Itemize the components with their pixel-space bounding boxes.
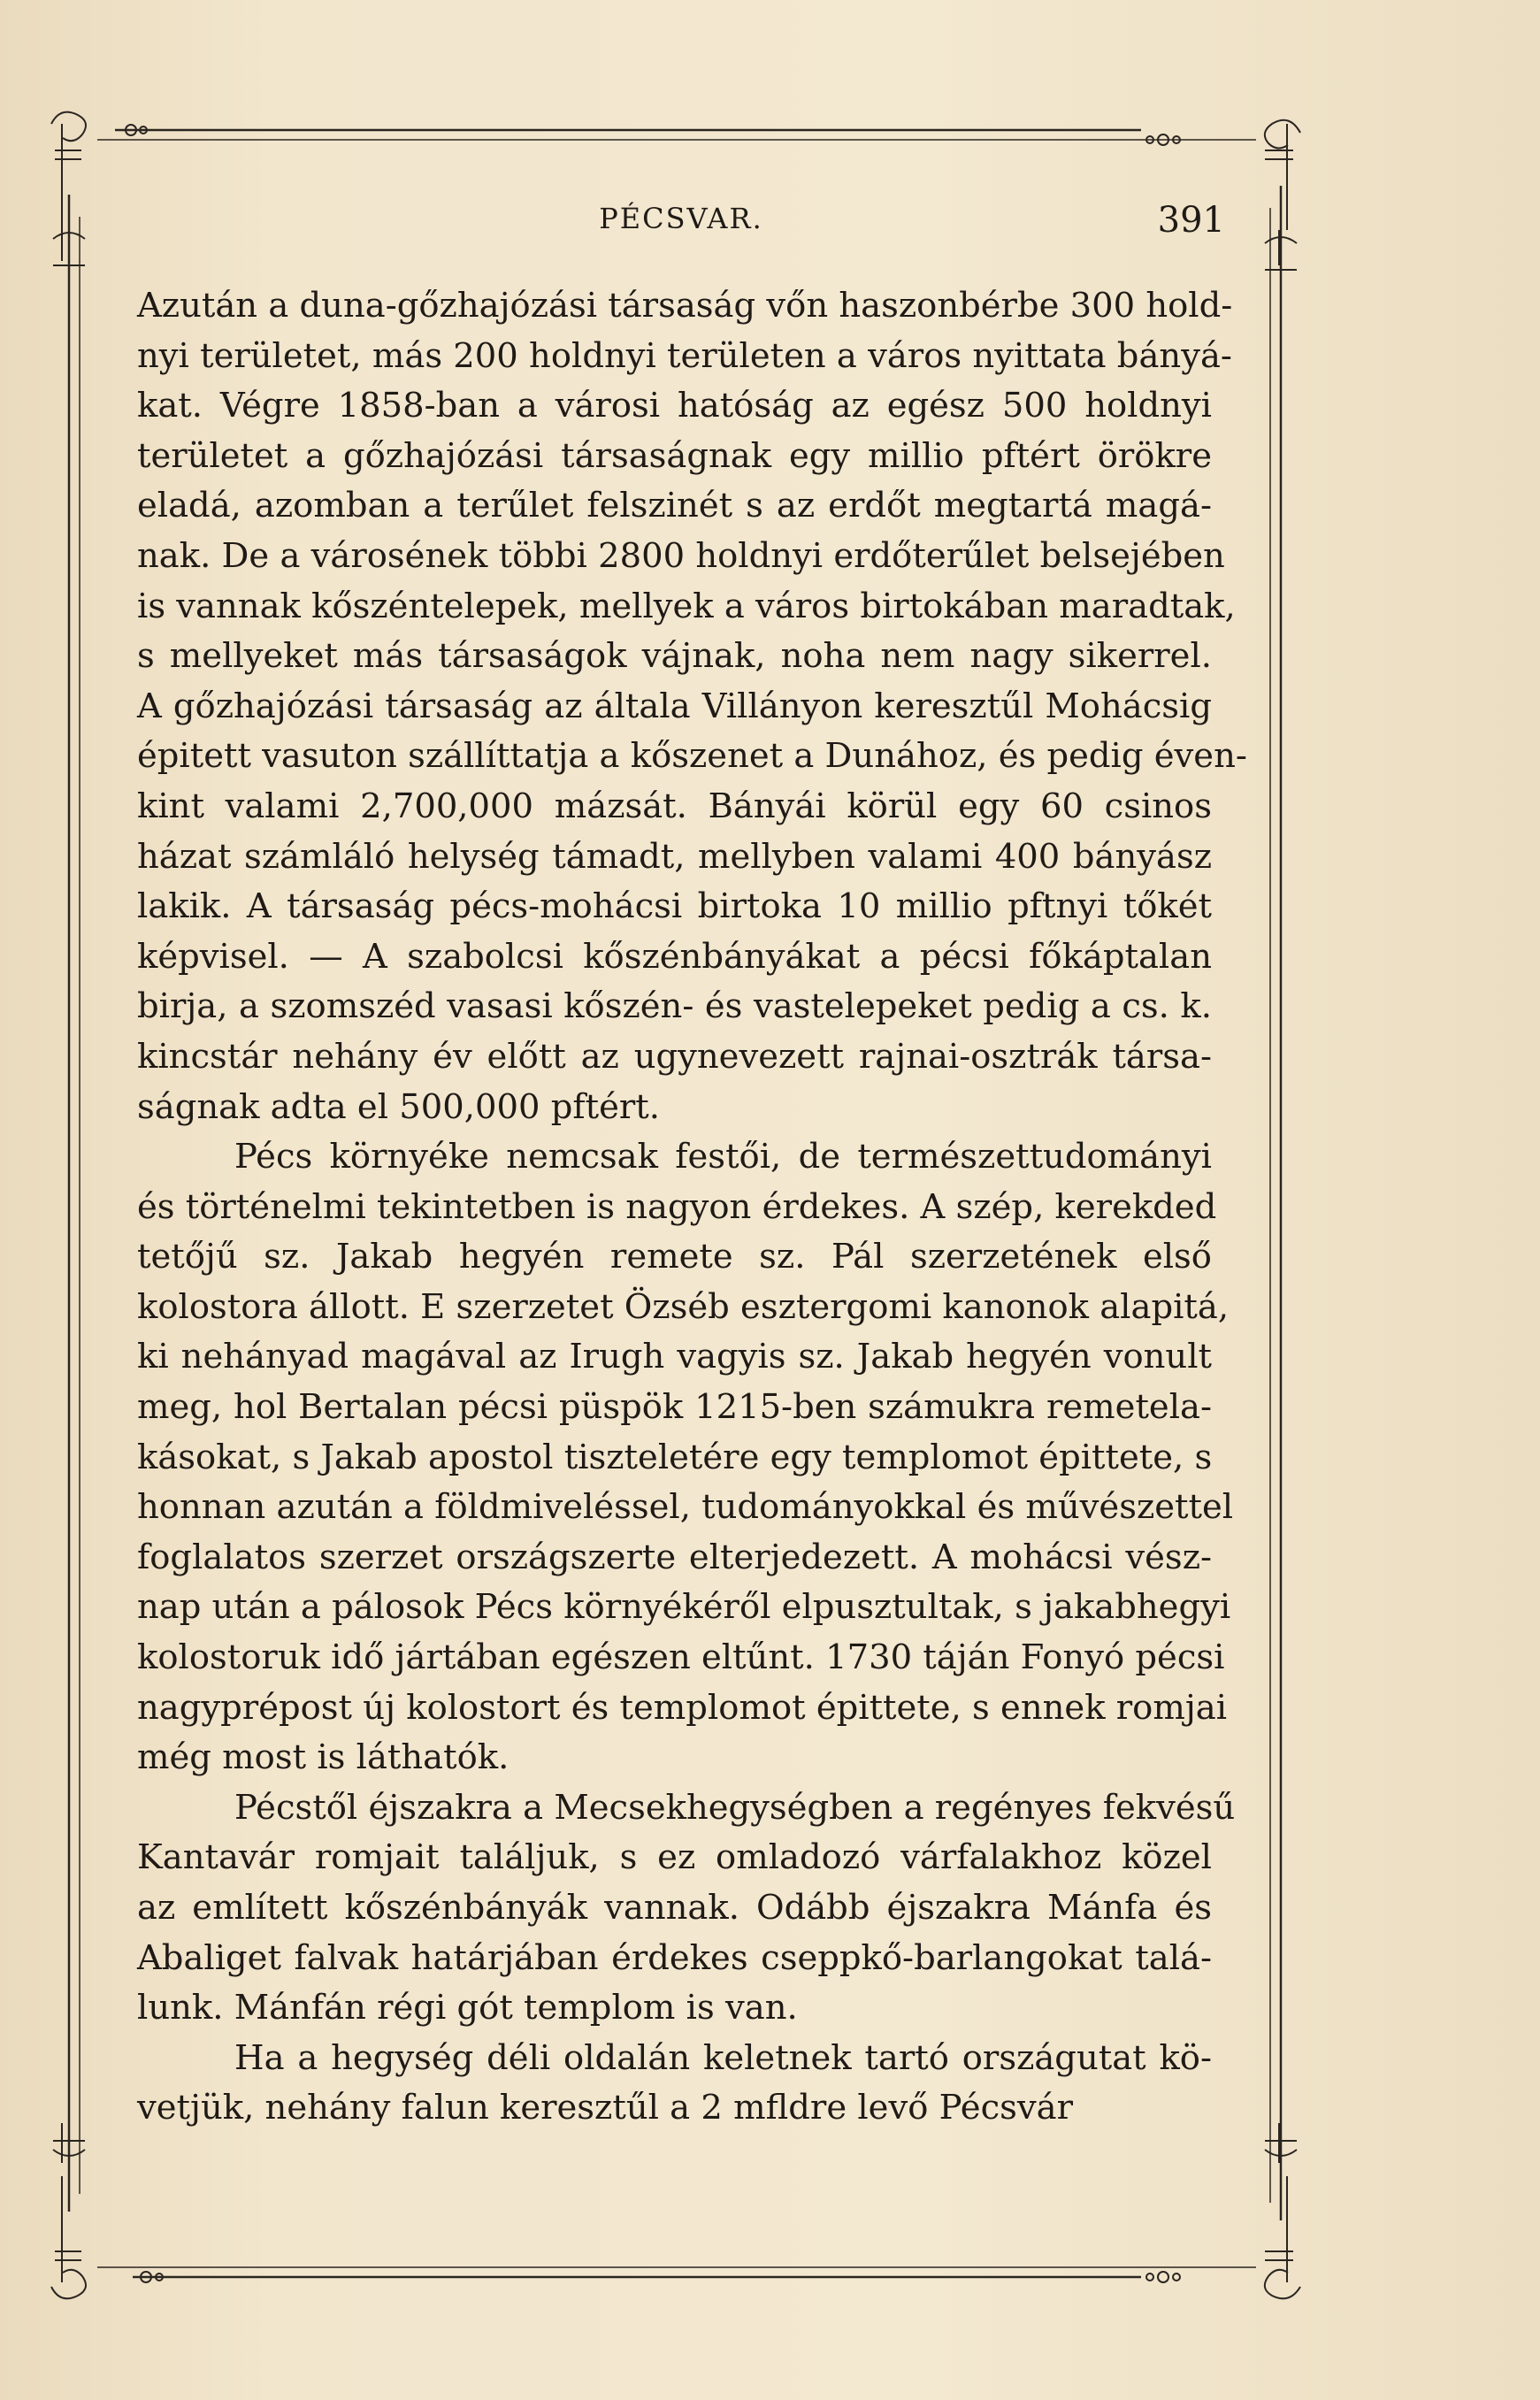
- text-line: s mellyeket más társaságok vájnak, noha nem nagy sikerrel.: [137, 636, 1212, 677]
- text-line: még most is láthatók.: [137, 1737, 510, 1778]
- text-line: honnan azután a földmiveléssel, tudományokkal és művészettel: [137, 1487, 1234, 1528]
- text-line: Pécstől éjszakra a Mecsekhegységben a regényes fekvésű: [234, 1787, 1236, 1828]
- text-line: házat számláló helység támadt, mellyben valami 400 bányász: [137, 836, 1212, 877]
- running-title: PÉCSVAR.: [599, 202, 763, 235]
- corner-ornament-top-left: [51, 112, 147, 265]
- text-line: Kantavár romjait találjuk, s ez omladozó várfalakhoz közel: [137, 1837, 1212, 1878]
- text-line: épitett vasuton szállíttatja a kőszenet a Dunához, és pedig éven-: [137, 736, 1247, 777]
- text-line: foglalatos szerzet országszerte elterjedezett. A mohácsi vész-: [137, 1537, 1212, 1577]
- text-line: kolostoruk idő jártában egészen eltűnt. 1730 táján Fonyó pécsi: [137, 1637, 1225, 1678]
- text-line: az említett kőszénbányák vannak. Odább éjszakra Mánfa és: [137, 1888, 1212, 1928]
- text-line: eladá, azomban a terűlet felszinét s az erdőt megtartá magá-: [137, 486, 1212, 526]
- text-line: is vannak kőszéntelepek, mellyek a város birtokában maradtak,: [137, 586, 1236, 626]
- text-line: Pécs környéke nemcsak festői, de természettudományi: [234, 1137, 1212, 1177]
- text-line: képvisel. — A szabolcsi kőszénbányákat a pécsi főkáptalan: [137, 936, 1212, 977]
- text-line: és történelmi tekintetben is nagyon érdekes. A szép, kerekded: [137, 1186, 1217, 1227]
- text-line: kat. Végre 1858-ban a városi hatóság az egész 500 holdnyi: [137, 386, 1212, 426]
- text-line: területet a gőzhajózási társaságnak egy millio pftért örökre: [137, 435, 1212, 476]
- text-line: kint valami 2,700,000 mázsát. Bányái körül egy 60 csinos: [137, 786, 1212, 826]
- text-line: tetőjű sz. Jakab hegyén remete sz. Pál szerzetének első: [137, 1237, 1212, 1277]
- body-text: [137, 281, 1247, 2134]
- text-line: ságnak adta el 500,000 pftért.: [137, 1086, 660, 1127]
- text-line: meg, hol Bertalan pécsi püspök 1215-ben számukra remetela-: [137, 1387, 1212, 1428]
- corner-ornament-bottom-right: [1146, 2123, 1300, 2298]
- text-line: kincstár nehány év előtt az ugynevezett rajnai-osztrák társa-: [137, 1036, 1212, 1077]
- page-number: 391: [1157, 200, 1225, 241]
- text-line: nyi területet, más 200 holdnyi területen a város nyittata bányá-: [137, 335, 1232, 376]
- text-line: ki nehányad magával az Irugh vagyis sz. Jakab hegyén vonult: [137, 1337, 1212, 1377]
- text-line: nagyprépost új kolostort és templomot épittete, s ennek romjai: [137, 1687, 1228, 1728]
- text-line: A gőzhajózási társaság az általa Villányon keresztűl Mohácsig: [137, 686, 1212, 726]
- text-line: birja, a szomszéd vasasi kőszén- és vastelepeket pedig a cs. k.: [137, 986, 1212, 1027]
- text-line: kolostora állott. E szerzetet Özséb esztergomi kanonok alapitá,: [137, 1286, 1230, 1327]
- text-line: nak. De a városének többi 2800 holdnyi erdőterűlet belsejében: [137, 535, 1225, 576]
- text-line: vetjük, nehány falun keresztűl a 2 mfldre levő Pécsvár: [137, 2088, 1073, 2128]
- text-line: lakik. A társaság pécs-mohácsi birtoka 10 millio pftnyi tőkét: [137, 886, 1212, 927]
- page-header: [137, 202, 1225, 255]
- text-line: Ha a hegység déli oldalán keletnek tartó országutat kö-: [234, 2037, 1212, 2078]
- text-line: nap után a pálosok Pécs környékéről elpusztultak, s jakabhegyi: [137, 1587, 1231, 1628]
- text-line: Abaliget falvak határjában érdekes cseppkő-barlangokat talá-: [137, 1937, 1212, 1978]
- text-line: kásokat, s Jakab apostol tiszteletére egy templomot épittete, s: [137, 1437, 1213, 1477]
- text-line: lunk. Mánfán régi gót templom is van.: [137, 1988, 798, 2028]
- text-line: Azután a duna-gőzhajózási társaság vőn haszonbérbe 300 hold-: [137, 286, 1233, 326]
